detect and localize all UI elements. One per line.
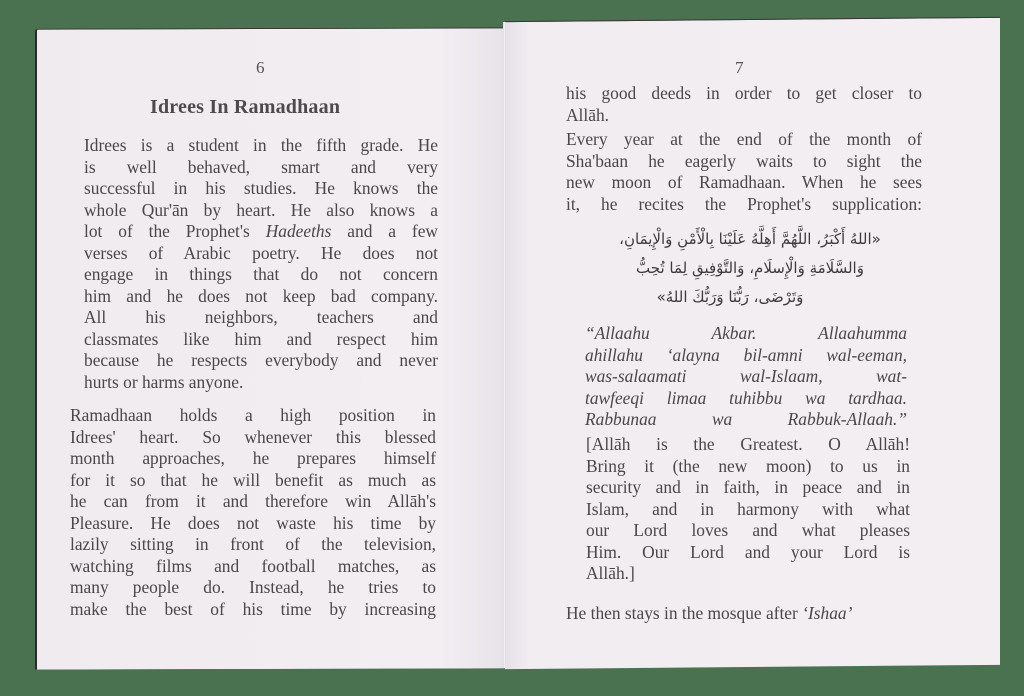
text-line: month approaches, he prepares himself: [70, 448, 436, 468]
text-line: Pleasure. He does not waste his time by: [70, 512, 436, 533]
translation: [586, 434, 910, 585]
text-line: whole Qur'ān by heart. He also knows a: [84, 199, 438, 220]
final-line-text: [566, 603, 926, 625]
text-line: security and in faith, in peace and in: [586, 477, 910, 497]
text-line: is well behaved, smart and very: [84, 156, 438, 177]
text-line: because he respects everybody and never: [84, 350, 438, 370]
arabic-line: وَتَرْضَى، رَبُّنَا وَرَبُّكَ اللهُ»: [656, 288, 804, 306]
final-line: [566, 603, 926, 625]
text-line: Ramadhaan holds a high position in: [70, 405, 436, 425]
italic-term: ‘Ishaa’: [802, 603, 853, 623]
arabic-supplication: [580, 225, 920, 312]
text-line: new moon of Ramadhaan. When he sees: [566, 172, 922, 192]
text-line: All his neighbors, teachers and: [84, 307, 438, 327]
arabic-line: وَالسَّلَامَةِ وَالْإِسلَامِ، وَالتَّوْفِيقِ لِمَا تُحِبُّ: [636, 259, 864, 277]
book-spine: [503, 22, 506, 668]
text-line: Islam, and in harmony with what: [586, 498, 910, 519]
text-line: classmates like him and respect him: [84, 328, 438, 349]
left-paragraph-2: [70, 405, 436, 620]
text-line: Allāh.]: [586, 563, 635, 583]
left-paragraph-1: [84, 135, 438, 393]
text-line: he can from it and therefore win Allāh's: [70, 491, 436, 511]
italic-term: Hadeeths: [265, 221, 332, 241]
arabic-line: «اللهُ أَكْبَرُ، اللَّهُمَّ أَهِلَّهُ عَلَيْنَا بِالْأَمْنِ وَالْإِيمَانِ،: [619, 230, 881, 248]
text-line: [Allāh is the Greatest. O Allāh!: [586, 434, 910, 454]
right-page-number: 7: [735, 58, 744, 77]
text-line: watching films and football matches, as: [70, 555, 436, 576]
text-line: his good deeds in order to get closer to: [566, 83, 922, 103]
text-line: Bring it (the new moon) to us in: [586, 455, 910, 476]
final-line-prefix: He then stays in the mosque after: [566, 603, 803, 623]
right-paragraph-1: [566, 83, 922, 126]
text-line: engage in things that do not concern: [84, 264, 438, 284]
text-line: our Lord loves and what pleases: [586, 520, 910, 540]
text-line: tawfeeqi limaa tuhibbu wa tardhaa.: [585, 387, 907, 408]
text-line: lazily sitting in front of the television,: [70, 534, 436, 554]
transliteration: [585, 323, 907, 431]
right-paragraph-2: [566, 129, 922, 215]
text-line: Idrees' heart. So whenever this blessed: [70, 426, 436, 447]
left-page-number: 6: [256, 58, 265, 77]
text-line: ahillahu ‘alayna bil-amni wal-eeman,: [585, 344, 907, 365]
text-line: verses of Arabic poetry. He does not: [84, 242, 438, 263]
text-line: for it so that he will benefit as much as: [70, 469, 436, 490]
text-line-with-italic: lot of the Prophet's Hadeeths and a few: [84, 221, 438, 241]
text-line: many people do. Instead, he tries to: [70, 577, 436, 597]
text-line: Sha'baan he eagerly waits to sight the: [566, 150, 922, 171]
text-line: make the best of his time by increasing: [70, 598, 436, 619]
text-line: Him. Our Lord and your Lord is: [586, 541, 910, 562]
text-line: it, he recites the Prophet's supplication:: [566, 193, 922, 214]
text-line: “Allaahu Akbar. Allaahumma: [585, 323, 907, 343]
text-line: Every year at the end of the month of: [566, 129, 922, 149]
text-line: successful in his studies. He knows the: [84, 178, 438, 198]
text-line: Idrees is a student in the fifth grade. He: [84, 135, 438, 155]
text-line: hurts or harms anyone.: [84, 371, 244, 392]
text-line: was-salaamati wal-Islaam, wat-: [585, 366, 907, 386]
text-line: Allāh.: [566, 104, 609, 125]
text-line: Rabbunaa wa Rabbuk-Allaah.”: [585, 409, 907, 429]
chapter-title: Idrees In Ramadhaan: [150, 96, 341, 118]
text-line: him and he does not keep bad company.: [84, 285, 438, 306]
